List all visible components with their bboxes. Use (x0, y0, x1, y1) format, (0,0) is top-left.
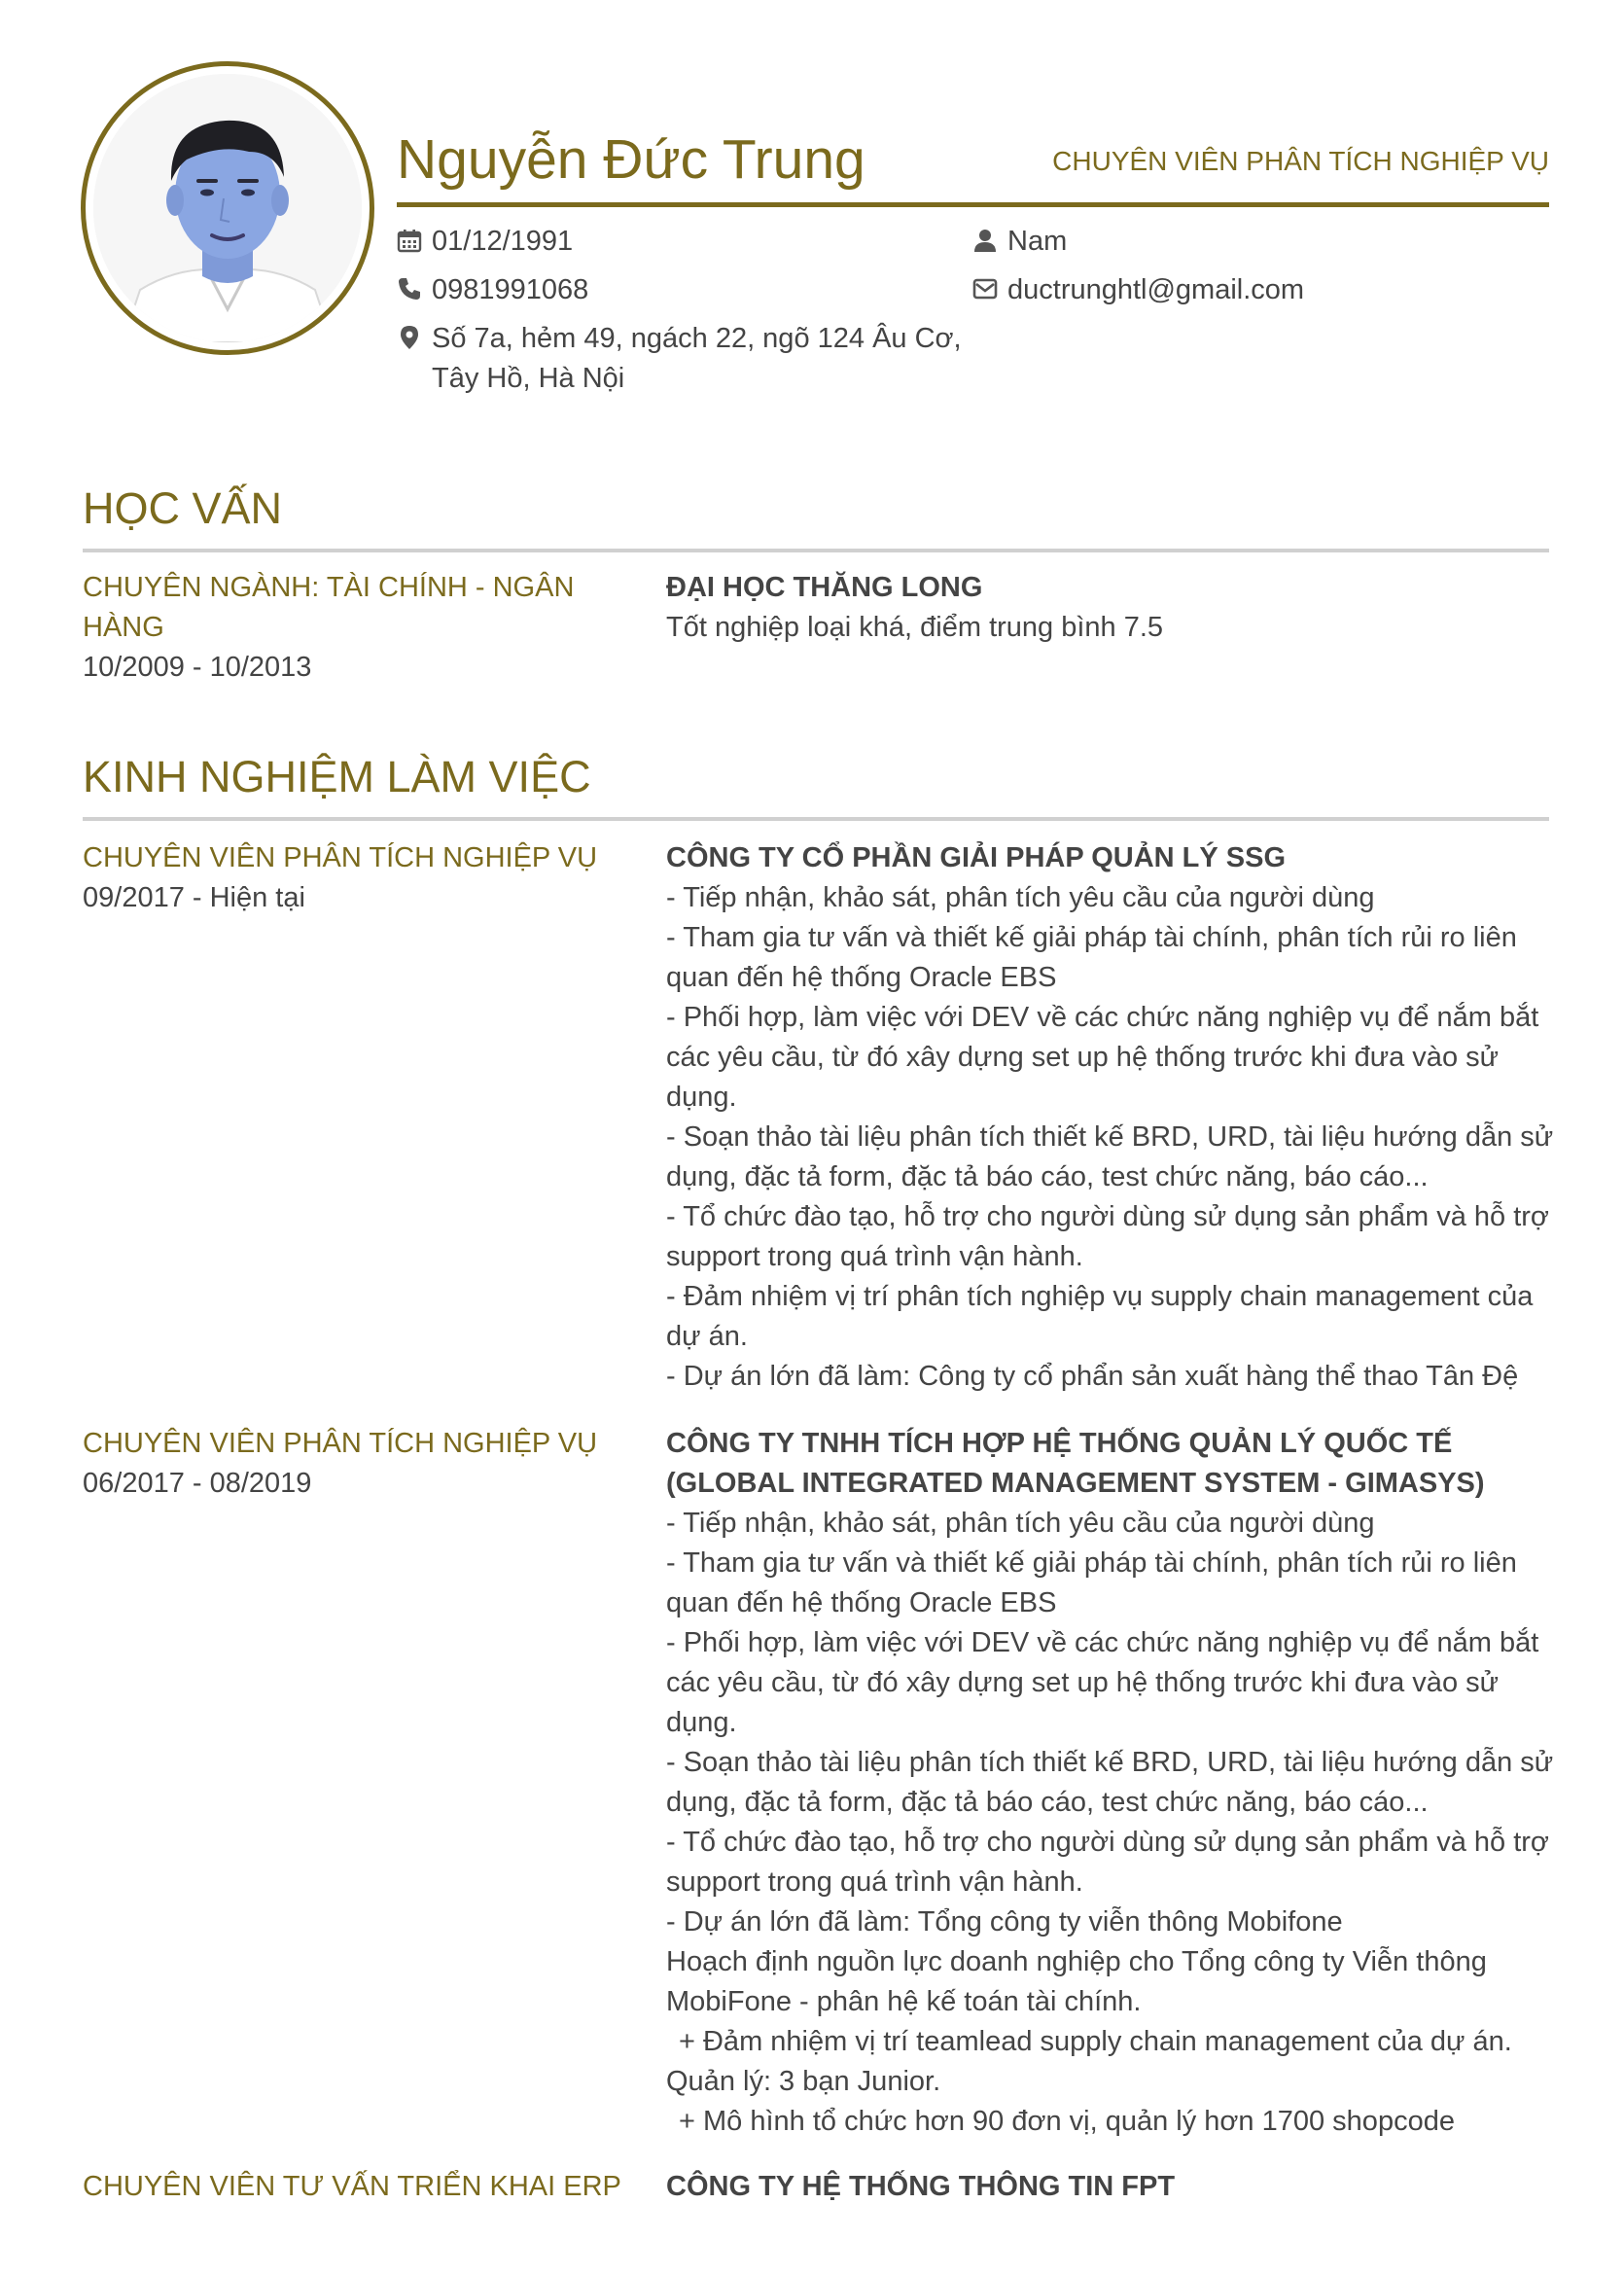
company-name: CÔNG TY CỔ PHẦN GIẢI PHÁP QUẢN LÝ SSG (666, 842, 1287, 873)
school-name: ĐẠI HỌC THĂNG LONG (666, 572, 983, 603)
job-period: 09/2017 - Hiện tại (83, 882, 305, 913)
avatar (93, 74, 362, 342)
education-detail: Tốt nghiệp loại khá, điểm trung bình 7.5 (666, 612, 1164, 643)
job-title: CHUYÊN VIÊN PHÂN TÍCH NGHIỆP VỤ (1052, 146, 1549, 176)
job-duty: - Tổ chức đào tạo, hỗ trợ cho người dùng sử dụng sản phẩm và hỗ trợ support trong quá trình vận hành. (666, 1827, 1549, 1898)
job-duty: - Tổ chức đào tạo, hỗ trợ cho người dùng sử dụng sản phẩm và hỗ trợ support trong quá trình vận hành. (666, 1201, 1549, 1272)
job-duty: - Tiếp nhận, khảo sát, phân tích yêu cầu của người dùng (666, 1508, 1375, 1539)
job-duty: Quản lý: 3 bạn Junior. (666, 2066, 941, 2097)
job-1-left (83, 838, 627, 918)
candidate-name: Nguyễn Đức Trung (397, 128, 865, 191)
job-duty: - Phối hợp, làm việc với DEV về các chức năng nghiệp vụ để nắm bắt các yêu cầu, từ đó xây dựng set up hệ thống trước khi đưa vào sử dụng. (666, 1002, 1539, 1113)
job-duty: + Mô hình tổ chức hơn 90 đơn vị, quản lý hơn 1700 shopcode (679, 2106, 1455, 2137)
job-2-right (666, 1424, 1556, 2142)
job-duty: - Phối hợp, làm việc với DEV về các chức năng nghiệp vụ để nắm bắt các yêu cầu, từ đó xây dựng set up hệ thống trước khi đưa vào sử dụng. (666, 1627, 1539, 1738)
address-row (397, 319, 976, 399)
job-duty: Hoạch định nguồn lực doanh nghiệp cho Tổng công ty Viễn thông MobiFone - phân hệ kế toán tài chính. (666, 1946, 1487, 2017)
experience-section-title: KINH NGHIỆM LÀM VIỆC (83, 752, 591, 801)
job-duty: - Dự án lớn đã làm: Tổng công ty viễn thông Mobifone (666, 1906, 1343, 1937)
profile-photo (93, 74, 362, 342)
job-duty: - Tham gia tư vấn và thiết kế giải pháp tài chính, phân tích rủi ro liên quan đến hệ thống Oracle EBS (666, 922, 1517, 993)
map-marker-icon (397, 325, 422, 350)
gender-row (972, 222, 1067, 262)
birthday-row (397, 222, 573, 262)
education-left (83, 568, 608, 688)
education-right (666, 568, 1556, 648)
education-major: CHUYÊN NGÀNH: TÀI CHÍNH - NGÂN HÀNG (83, 572, 575, 643)
job-duty: - Dự án lớn đã làm: Công ty cổ phẩn sản xuất hàng thể thao Tân Đệ (666, 1361, 1519, 1392)
job-3-left (83, 2167, 627, 2207)
job-role: CHUYÊN VIÊN TƯ VẤN TRIỂN KHAI ERP (83, 2171, 621, 2202)
phone-icon (397, 276, 422, 302)
birthday: 01/12/1991 (432, 226, 574, 257)
education-period: 10/2009 - 10/2013 (83, 652, 312, 683)
header-divider (397, 202, 1549, 207)
job-duty: - Đảm nhiệm vị trí phân tích nghiệp vụ supply chain management của dự án. (666, 1281, 1534, 1352)
company-name: CÔNG TY HỆ THỐNG THÔNG TIN FPT (666, 2171, 1176, 2202)
company-name: CÔNG TY TNHH TÍCH HỢP HỆ THỐNG QUẢN LÝ QUỐC TẾ (GLOBAL INTEGRATED MANAGEMENT SYSTEM - GIMASYS) (666, 1428, 1485, 1499)
job-1-right (666, 838, 1556, 1397)
gender: Nam (1007, 226, 1068, 257)
address: Số 7a, hẻm 49, ngách 22, ngõ 124 Âu Cơ, Tây Hồ, Hà Nội (432, 323, 962, 394)
education-section-title: HỌC VẤN (83, 483, 283, 533)
email-row (972, 270, 1304, 310)
job-duty: - Tiếp nhận, khảo sát, phân tích yêu cầu của người dùng (666, 882, 1375, 913)
job-duty: - Soạn thảo tài liệu phân tích thiết kế BRD, URD, tài liệu hướng dẫn sử dụng, đặc tả form, đặc tả báo cáo, test chức năng, báo cáo... (666, 1121, 1554, 1192)
avatar-frame (81, 61, 374, 355)
job-role: CHUYÊN VIÊN PHÂN TÍCH NGHIỆP VỤ (83, 842, 598, 873)
experience-divider (83, 817, 1549, 821)
job-3-right (666, 2167, 1556, 2207)
envelope-icon (972, 276, 998, 302)
job-period: 06/2017 - 08/2019 (83, 1468, 312, 1499)
calendar-icon (397, 228, 422, 253)
job-role: CHUYÊN VIÊN PHÂN TÍCH NGHIỆP VỤ (83, 1428, 598, 1459)
job-2-left (83, 1424, 627, 1504)
user-icon (972, 228, 998, 253)
education-divider (83, 549, 1549, 552)
job-duty: - Tham gia tư vấn và thiết kế giải pháp tài chính, phân tích rủi ro liên quan đến hệ thống Oracle EBS (666, 1547, 1517, 1618)
phone-number: 0981991068 (432, 274, 589, 305)
phone-row (397, 270, 588, 310)
email: ductrunghtl@gmail.com (1007, 274, 1305, 305)
job-duty: - Soạn thảo tài liệu phân tích thiết kế BRD, URD, tài liệu hướng dẫn sử dụng, đặc tả form, đặc tả báo cáo, test chức năng, báo cáo... (666, 1747, 1554, 1818)
job-duty: + Đảm nhiệm vị trí teamlead supply chain management của dự án. (679, 2026, 1512, 2057)
